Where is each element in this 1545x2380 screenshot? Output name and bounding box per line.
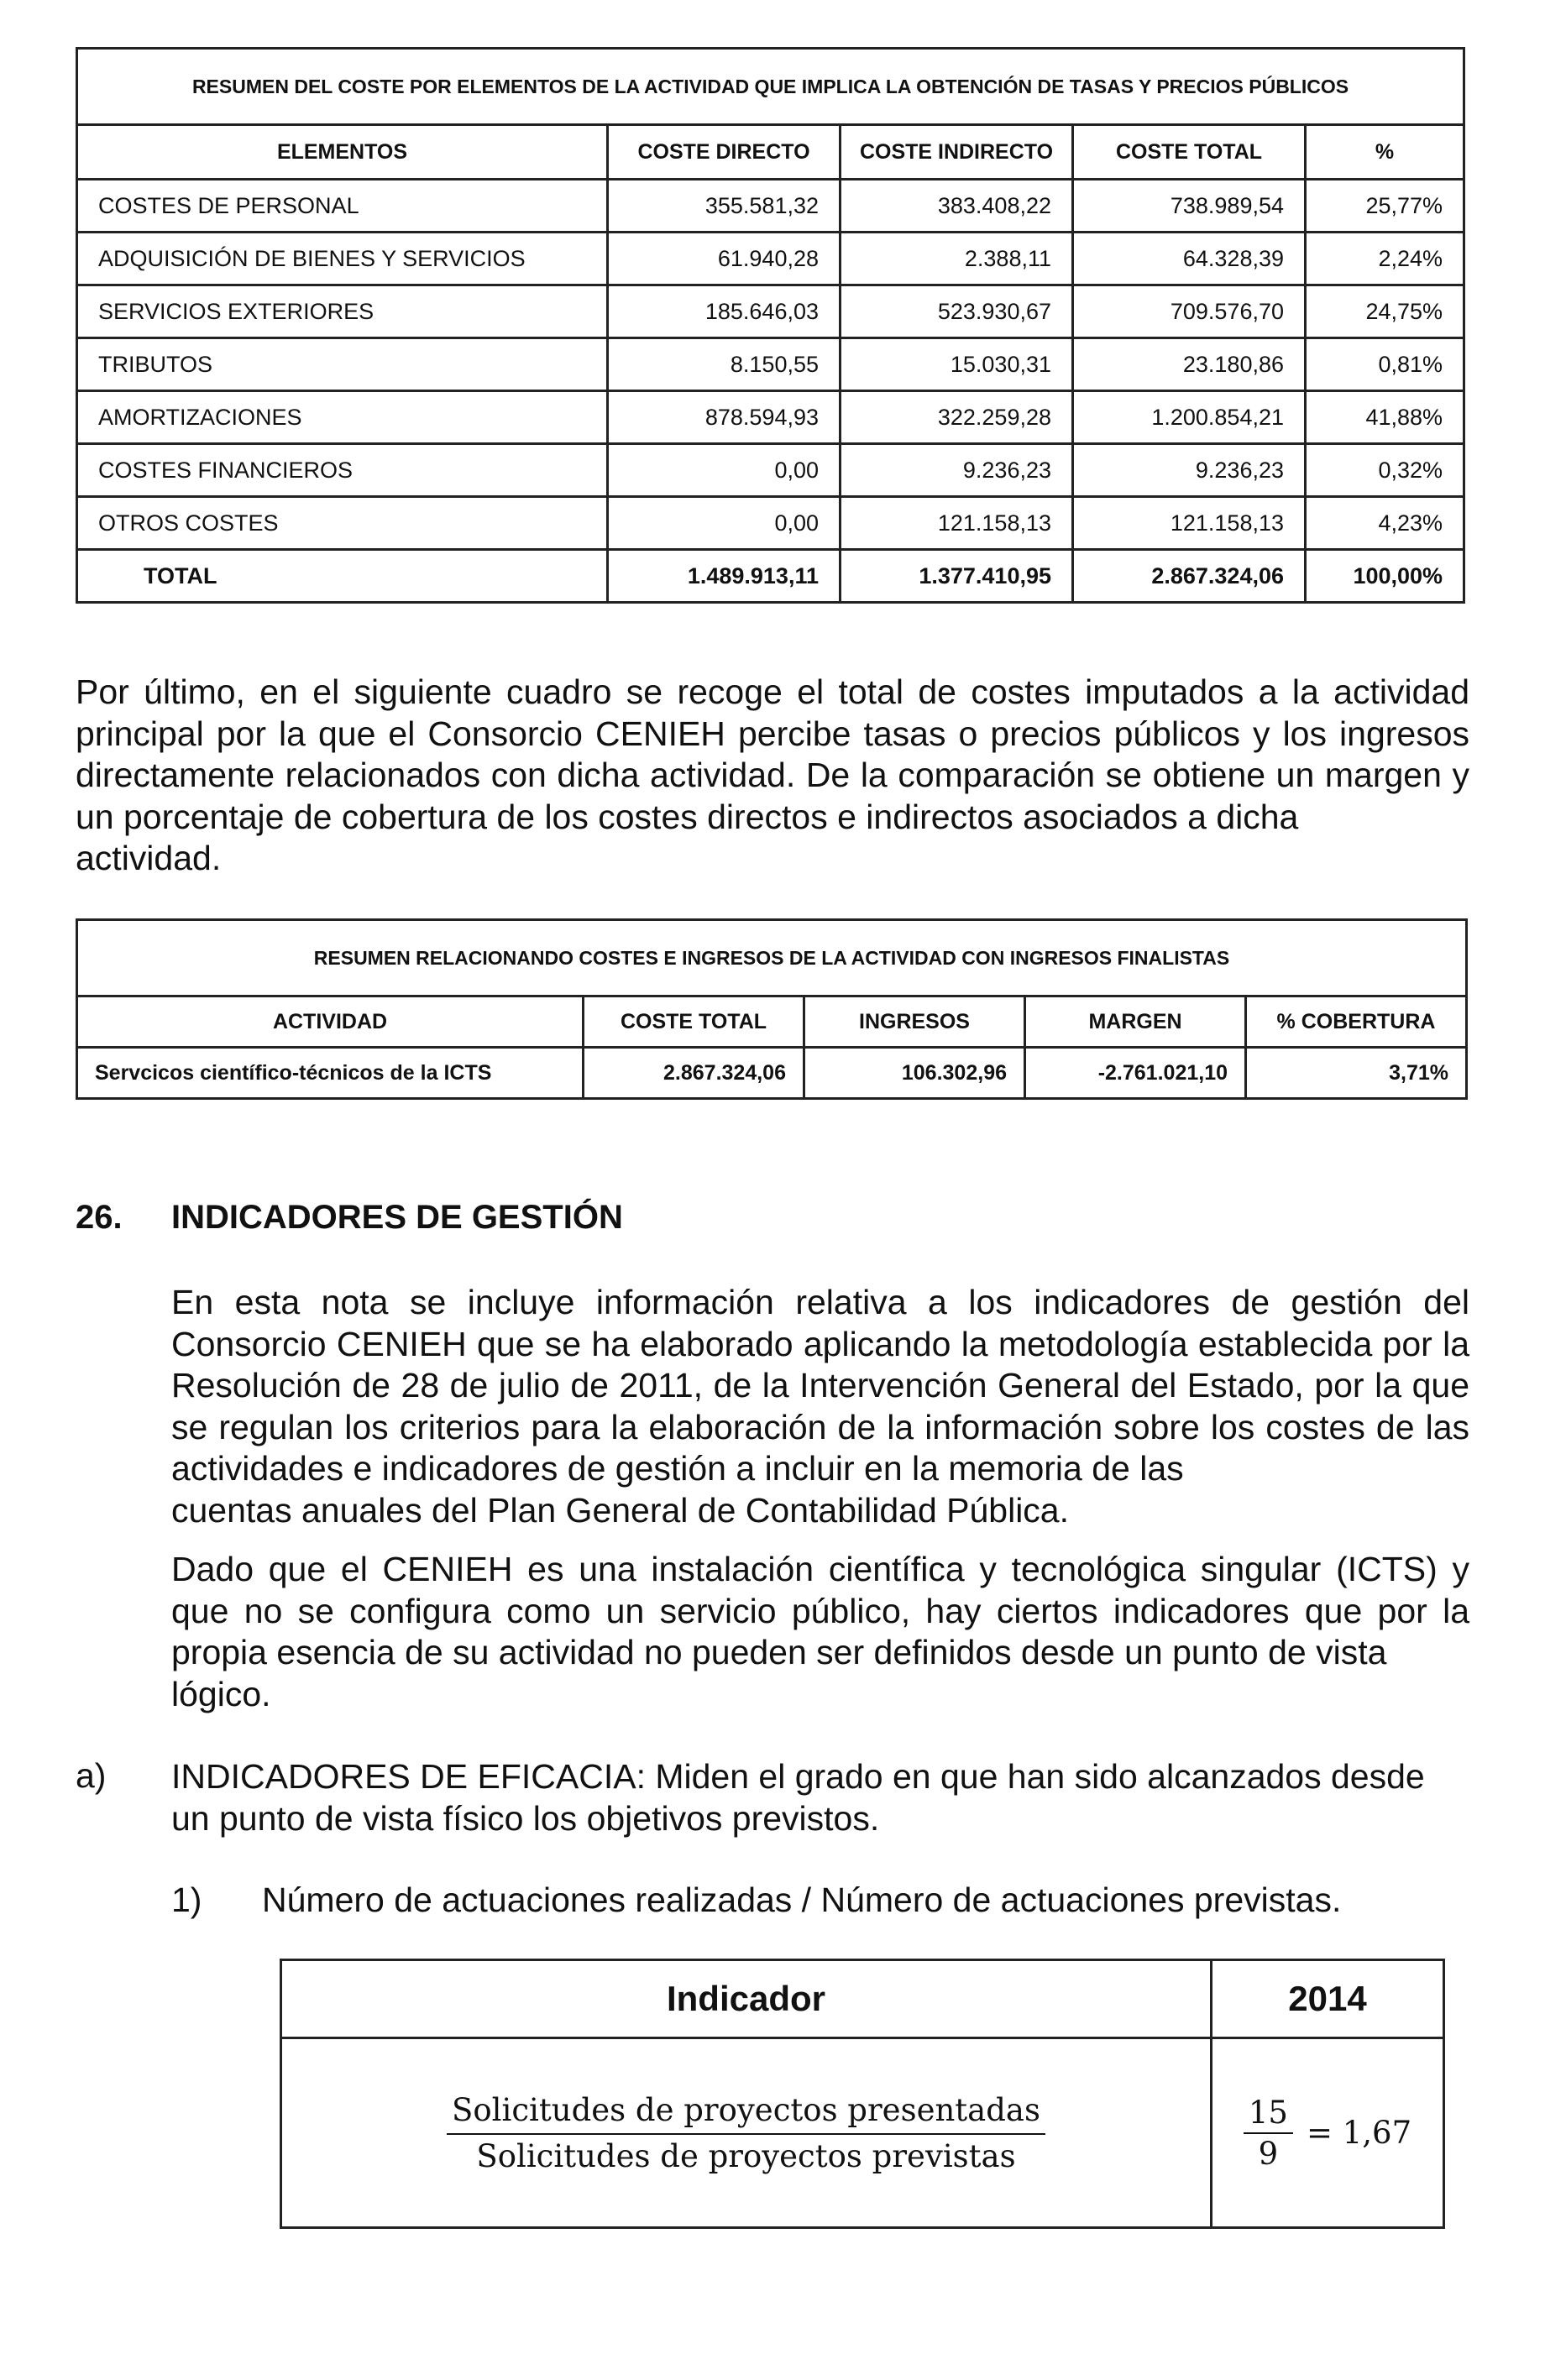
total-row <box>77 550 1464 603</box>
col-header-elementos: ELEMENTOS <box>77 125 608 180</box>
coste-total-cell: 121.158,13 <box>1073 497 1306 550</box>
list-item-actuaciones: Número de actuaciones realizadas / Número de actuaciones previstas. <box>262 1880 1342 1919</box>
coste-directo-cell: 185.646,03 <box>608 285 841 338</box>
col-header-cobertura: % COBERTURA <box>1246 996 1467 1048</box>
row-label: COSTES FINANCIEROS <box>77 444 608 497</box>
col-header-actividad: ACTIVIDAD <box>77 996 584 1048</box>
total-coste-directo: 1.489.913,11 <box>608 550 841 603</box>
section-title: INDICADORES DE GESTIÓN <box>171 1199 623 1236</box>
total-label: TOTAL <box>77 550 608 603</box>
paragraph-last-line: actividad. <box>76 839 222 878</box>
coste-indirecto-cell: 121.158,13 <box>841 497 1073 550</box>
coste-total-cell: 64.328,39 <box>1073 233 1306 285</box>
total-percent: 100,00% <box>1306 550 1464 603</box>
coste-directo-cell: 0,00 <box>608 497 841 550</box>
cost-summary-table <box>76 47 1465 604</box>
percent-cell: 0,32% <box>1306 444 1464 497</box>
indicator-formula <box>447 2092 1045 2174</box>
col-header-coste-total: COSTE TOTAL <box>584 996 804 1048</box>
coste-directo-cell: 8.150,55 <box>608 338 841 391</box>
paragraph-last-line: lógico. <box>171 1674 271 1713</box>
table-row <box>77 233 1464 285</box>
actividad-cell: Servcicos científico-técnicos de la ICTS <box>77 1048 584 1099</box>
list-marker-a: a) <box>76 1756 107 1795</box>
indicator-value-cell <box>1212 2038 1444 2228</box>
total-coste-total: 2.867.324,06 <box>1073 550 1306 603</box>
table-row <box>77 444 1464 497</box>
paragraph-costs-intro <box>76 672 1469 880</box>
paragraph-text: Por último, en el siguiente cuadro se recoge el total de costes imputados a la actividad principal por la que el Consorcio CENIEH percibe tasas o precios públicos y los ingresos directamente relacionados con dicha actividad. De la comparación se obtiene un margen y un porcentaje de cobertura de los costes directos e indirectos asociados a dicha <box>76 672 1469 836</box>
coste-directo-cell: 61.940,28 <box>608 233 841 285</box>
value-denominator: 9 <box>1258 2135 1279 2172</box>
coste-indirecto-cell: 383.408,22 <box>841 180 1073 233</box>
row-label: COSTES DE PERSONAL <box>77 180 608 233</box>
coste-indirecto-cell: 2.388,11 <box>841 233 1073 285</box>
income-table-caption: RESUMEN RELACIONANDO COSTES E INGRESOS DE LA ACTIVIDAD CON INGRESOS FINALISTAS <box>77 920 1467 996</box>
cost-table-caption: RESUMEN DEL COSTE POR ELEMENTOS DE LA ACTIVIDAD QUE IMPLICA LA OBTENCIÓN DE TASAS Y PRECIOS PÚBLICOS <box>77 49 1464 125</box>
formula-denominator: Solicitudes de proyectos previstas <box>476 2137 1016 2174</box>
coste-total-cell: 1.200.854,21 <box>1073 391 1306 444</box>
coste-indirecto-cell: 9.236,23 <box>841 444 1073 497</box>
indicator-value <box>1244 2095 1411 2172</box>
section-number: 26. <box>76 1199 123 1236</box>
col-header-margen: MARGEN <box>1025 996 1246 1048</box>
paragraph-icts-note <box>171 1549 1469 1715</box>
list-item-eficacia: INDICADORES DE EFICACIA: Miden el grado en que han sido alcanzados desde un punto de vista físico los objetivos previstos. <box>171 1757 1425 1838</box>
percent-cell: 4,23% <box>1306 497 1464 550</box>
coste-total-cell: 23.180,86 <box>1073 338 1306 391</box>
indicator-table <box>280 1959 1445 2229</box>
table-row <box>77 391 1464 444</box>
coste-total-cell: 9.236,23 <box>1073 444 1306 497</box>
value-result: = 1,67 <box>1306 2115 1412 2151</box>
coste-directo-cell: 0,00 <box>608 444 841 497</box>
percent-cell: 0,81% <box>1306 338 1464 391</box>
table-row <box>77 285 1464 338</box>
percent-cell: 41,88% <box>1306 391 1464 444</box>
col-header-percent: % <box>1306 125 1464 180</box>
table-row <box>77 338 1464 391</box>
indicator-formula-cell <box>281 2038 1212 2228</box>
col-header-ingresos: INGRESOS <box>804 996 1025 1048</box>
margen-cell: -2.761.021,10 <box>1025 1048 1246 1099</box>
paragraph-last-line: cuentas anuales del Plan General de Contabilidad Pública. <box>171 1490 1070 1530</box>
value-numerator: 15 <box>1244 2095 1293 2134</box>
row-label: OTROS COSTES <box>77 497 608 550</box>
cobertura-cell: 3,71% <box>1246 1048 1467 1099</box>
coste-directo-cell: 878.594,93 <box>608 391 841 444</box>
total-coste-indirecto: 1.377.410,95 <box>841 550 1073 603</box>
coste-directo-cell: 355.581,32 <box>608 180 841 233</box>
row-label: ADQUISICIÓN DE BIENES Y SERVICIOS <box>77 233 608 285</box>
col-header-coste-total: COSTE TOTAL <box>1073 125 1306 180</box>
coste-indirecto-cell: 15.030,31 <box>841 338 1073 391</box>
ingresos-cell: 106.302,96 <box>804 1048 1025 1099</box>
coste-total-cell: 709.576,70 <box>1073 285 1306 338</box>
coste-indirecto-cell: 523.930,67 <box>841 285 1073 338</box>
row-label: TRIBUTOS <box>77 338 608 391</box>
col-header-year: 2014 <box>1212 1960 1444 2038</box>
table-row <box>77 180 1464 233</box>
income-summary-table <box>76 918 1468 1100</box>
coste-total-cell: 738.989,54 <box>1073 180 1306 233</box>
formula-numerator: Solicitudes de proyectos presentadas <box>447 2092 1045 2135</box>
coste-total-cell: 2.867.324,06 <box>584 1048 804 1099</box>
percent-cell: 24,75% <box>1306 285 1464 338</box>
table-row <box>77 497 1464 550</box>
coste-indirecto-cell: 322.259,28 <box>841 391 1073 444</box>
row-label: SERVICIOS EXTERIORES <box>77 285 608 338</box>
percent-cell: 2,24% <box>1306 233 1464 285</box>
col-header-coste-indirecto: COSTE INDIRECTO <box>841 125 1073 180</box>
list-marker-1: 1) <box>171 1880 202 1919</box>
percent-cell: 25,77% <box>1306 180 1464 233</box>
paragraph-text: En esta nota se incluye información relativa a los indicadores de gestión del Consorcio CENIEH que se ha elaborado aplicando la metodología establecida por la Resolución de 28 de julio de 2011, de la Intervención General del Estado, por la que se regulan los criterios para la elaboración de la información sobre los costes de las actividades e indicadores de gestión a incluir en la memoria de las <box>171 1283 1469 1488</box>
col-header-indicador: Indicador <box>281 1960 1212 2038</box>
row-label: AMORTIZACIONES <box>77 391 608 444</box>
paragraph-indicators-intro <box>171 1282 1469 1532</box>
col-header-coste-directo: COSTE DIRECTO <box>608 125 841 180</box>
table-row <box>77 1048 1467 1099</box>
paragraph-text: Dado que el CENIEH es una instalación científica y tecnológica singular (ICTS) y que no se configura como un servicio público, hay ciertos indicadores que por la propia esencia de su actividad no pueden ser definidos desde un punto de vista <box>171 1550 1469 1672</box>
